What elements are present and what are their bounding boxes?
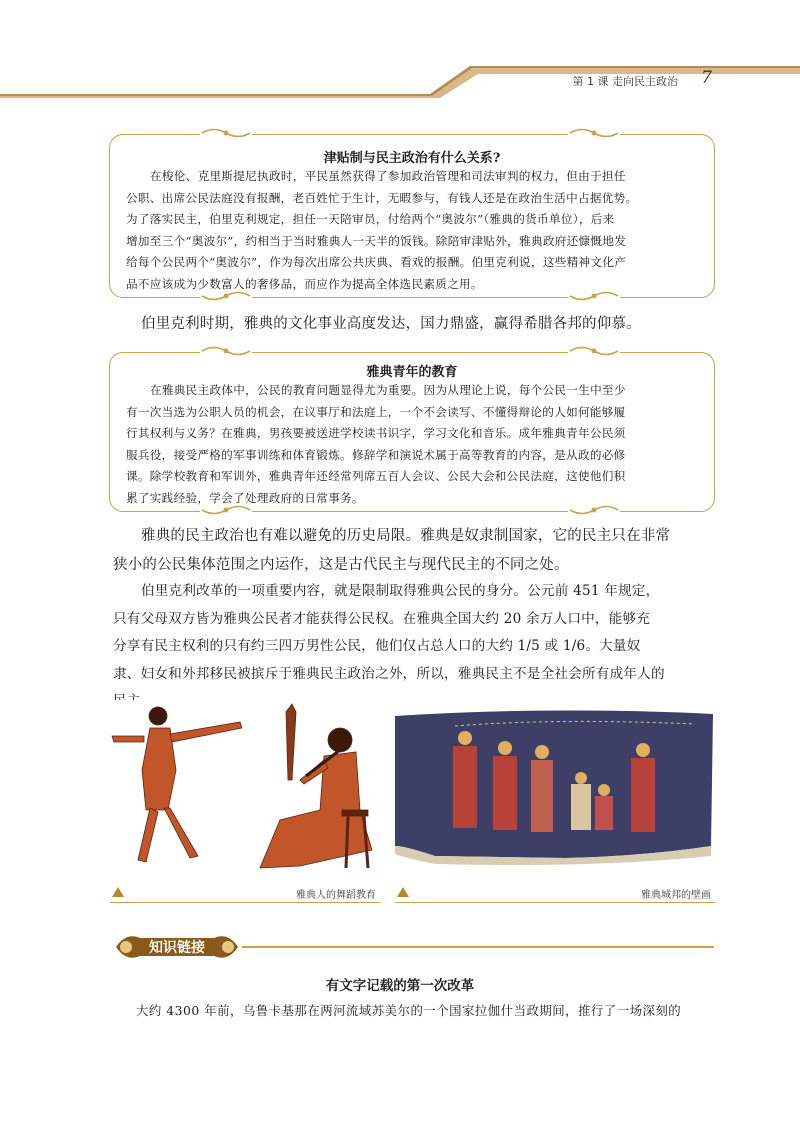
box-line: 在雅典民主政体中，公民的教育问题显得尤为重要。因为从理论上说，每个公民一生中至少 xyxy=(150,383,626,397)
box-line: 为了落实民主，伯里克利规定，担任一天陪审员，付给两个“奥波尔”（雅典的货币单位），后来 xyxy=(126,212,615,227)
page-number: 7 xyxy=(701,68,712,88)
ornament-icon xyxy=(568,289,620,303)
ornament-icon xyxy=(568,344,620,358)
body-line: 雅典的民主政治也有难以避免的历史局限。雅典是奴隶制国家，它的民主只在非常 xyxy=(141,528,671,544)
lesson-header: 第 1 课 走向民主政治 xyxy=(572,75,678,88)
figure-caption-right xyxy=(395,884,715,903)
ornament-icon xyxy=(200,289,252,303)
ornament-icon xyxy=(200,344,252,358)
dance-education-image xyxy=(110,700,380,876)
sidebar-box-allowance xyxy=(109,134,715,298)
box-line: 有一次当选为公职人员的机会，在议事厅和法庭上，一个不会读写、不懂得辩论的人如何能够履 xyxy=(126,404,626,419)
caption-text: 雅典人的舞蹈教育 xyxy=(296,890,376,901)
box-title: 雅典青年的教育 xyxy=(366,365,458,380)
knowledge-link-badge xyxy=(112,930,242,964)
knowledge-link-label: 知识链接 xyxy=(149,940,205,956)
knowledge-title: 有文字记载的第一次改革 xyxy=(325,978,475,994)
ornament-icon xyxy=(568,126,620,140)
body-paragraph xyxy=(113,310,713,339)
body-line: 分享有民主权利的只有约三四万男性公民，他们仅占总人口的大约 1/5 或 1/6。大量奴 xyxy=(113,638,641,655)
ornament-icon xyxy=(200,503,252,517)
body-line: 隶、妇女和外邦移民被摈斥于雅典民主政治之外，所以，雅典民主不是全社会所有成年人的 xyxy=(113,665,665,682)
header-decoration xyxy=(0,0,800,100)
box-text xyxy=(110,166,714,296)
body-line: 伯里克利时期，雅典的文化事业高度发达，国力鼎盛，赢得希腊各邦的仰慕。 xyxy=(141,316,641,332)
divider-line xyxy=(242,946,714,948)
ornament-icon xyxy=(200,126,252,140)
box-line: 行其权利与义务？在雅典，男孩要被送进学校读书识字，学习文化和音乐。成年雅典青年公民须 xyxy=(126,426,626,441)
box-line: 课。除学校教育和军训外，雅典青年还经常列席五百人会议、公民大会和公民法庭，这使他们积 xyxy=(126,469,626,484)
city-fresco-image xyxy=(395,706,715,866)
box-line: 服兵役，接受严格的军事训练和体育锻炼。修辞学和演说术属于高等教育的内容，是从政的必修 xyxy=(126,447,626,462)
body-paragraph xyxy=(113,578,713,716)
box-line: 增加至三个“奥波尔”，约相当于当时雅典人一天半的饭钱。除陪审津贴外，雅典政府还慷慨地发 xyxy=(126,233,627,248)
figure-caption-left xyxy=(110,884,380,903)
box-line: 在梭伦、克里斯提尼执政时，平民虽然获得了参加政治管理和司法审判的权力，但由于担任 xyxy=(150,169,626,183)
body-paragraph xyxy=(113,522,713,580)
body-line: 伯里克利改革的一项重要内容，就是限制取得雅典公民的身分。公元前 451 年规定， xyxy=(141,583,660,599)
box-text xyxy=(110,380,714,510)
body-line: 狭小的公民集体范围之内运作，这是古代民主与现代民主的不同之处。 xyxy=(113,557,569,573)
box-line: 累了实践经验，学会了处理政府的日常事务。 xyxy=(126,490,364,505)
sidebar-box-education xyxy=(109,352,715,512)
box-line: 给每个公民两个“奥波尔”，作为每次出席公共庆典、看戏的报酬。伯里克利说，这些精神文化产 xyxy=(126,255,627,270)
box-line: 品不应该成为少数富人的奢侈品，而应作为提高全体选民素质之用。 xyxy=(126,276,483,291)
ornament-icon xyxy=(568,503,620,517)
triangle-icon xyxy=(397,887,409,897)
box-title: 津贴制与民主政治有什么关系? xyxy=(323,151,501,166)
body-line: 只有父母双方皆为雅典公民者才能获得公民权。在雅典全国大约 20 余万人口中，能够充 xyxy=(113,610,651,627)
triangle-icon xyxy=(112,887,124,897)
body-line: 民主。 xyxy=(113,693,155,710)
knowledge-text: 大约 4300 年前，乌鲁卡基那在两河流域苏美尔的一个国家拉伽什当政期间，推行了一场深刻的 xyxy=(136,1003,682,1018)
box-line: 公职、出席公民法庭没有报酬，老百姓忙于生计，无暇参与，有钱人还是在政治生活中占据优势。 xyxy=(126,190,638,205)
caption-text: 雅典城邦的壁画 xyxy=(641,890,711,901)
